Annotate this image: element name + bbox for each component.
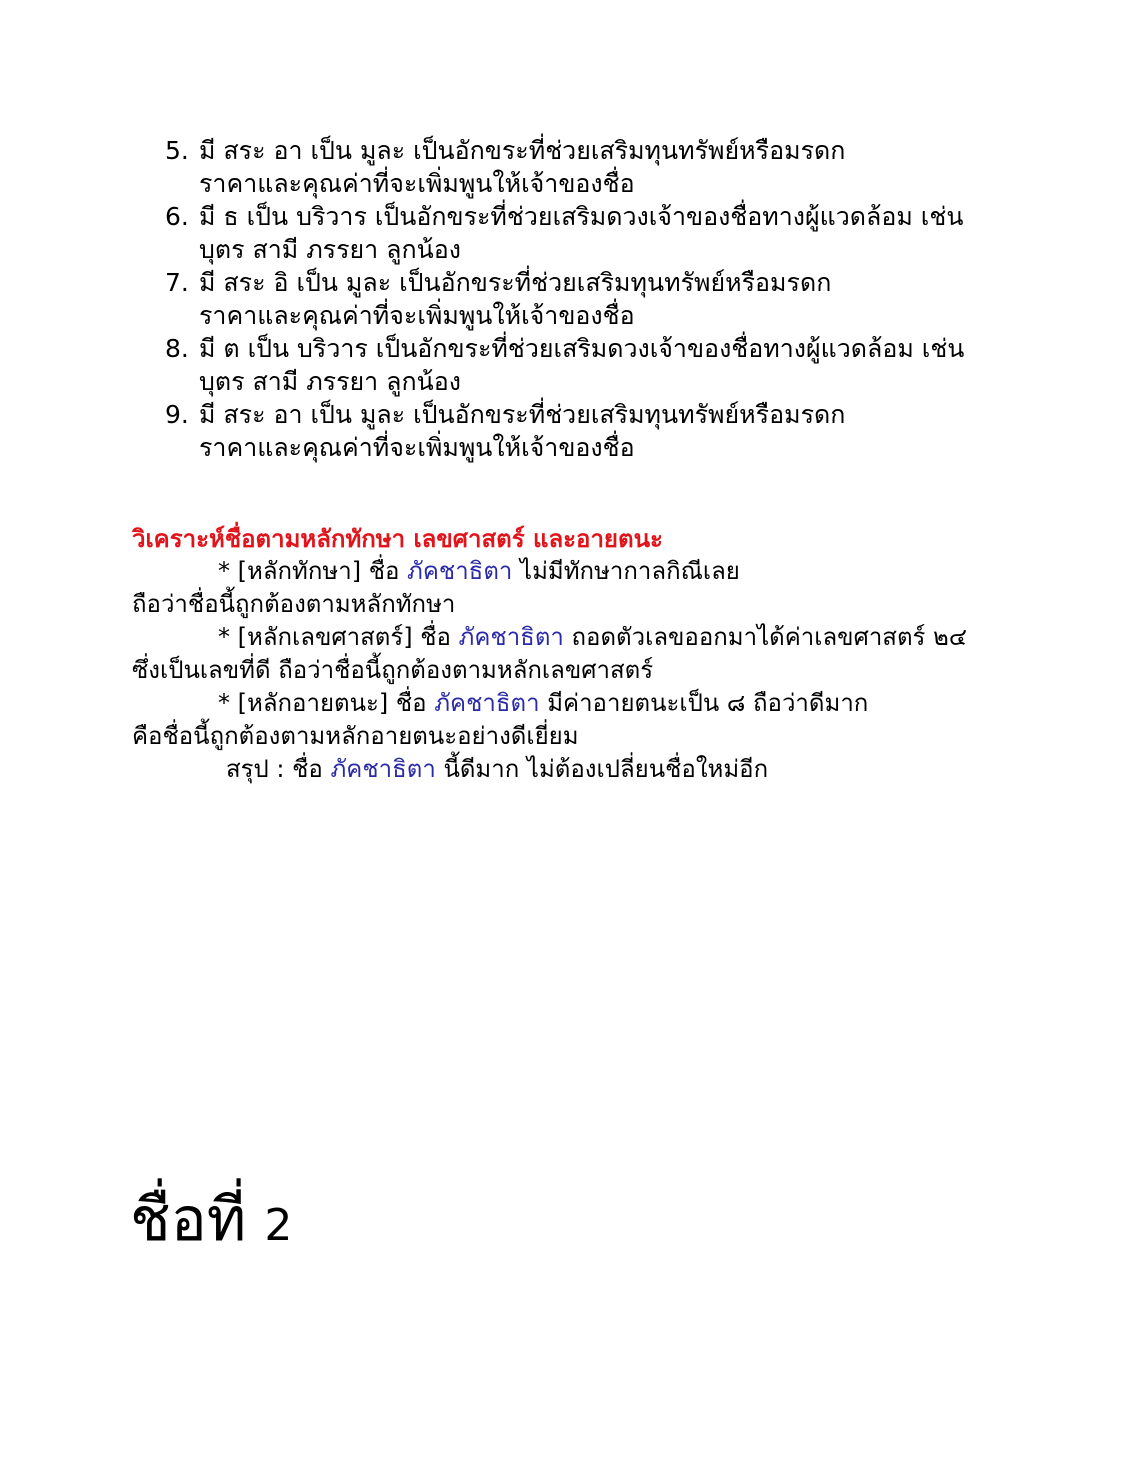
name-analysis-section xyxy=(132,523,1032,786)
list-text-line: บุตร สามี ภรรยา ลูกน้อง xyxy=(199,235,461,264)
list-item xyxy=(165,134,1065,200)
summary-lead: สรุป : ชื่อ xyxy=(226,755,331,783)
list-item xyxy=(165,398,1065,464)
numerology-lead: * [หลักเลขศาสตร์] ชื่อ xyxy=(218,623,459,651)
list-text-line: มี สระ อา เป็น มูละ เป็นอักขระที่ช่วยเสริมทุนทรัพย์หรือมรดก xyxy=(199,136,846,165)
list-number: 6. xyxy=(165,202,189,231)
numerology-result: ถอดตัวเลขออกมาได้ค่าเลขศาสตร์ ๒๔ xyxy=(563,623,968,651)
analysis-heading: วิเคราะห์ชื่อตามหลักทักษา เลขศาสตร์ และอายตนะ xyxy=(132,525,663,553)
list-item xyxy=(165,332,1065,398)
list-text-line: ราคาและคุณค่าที่จะเพิ่มพูนให้เจ้าของชื่อ xyxy=(199,169,635,198)
thaksa-conclusion: ถือว่าชื่อนี้ถูกต้องตามหลักทักษา xyxy=(132,590,456,618)
analyzed-name: ภัคชาธิตา xyxy=(330,755,436,783)
ayatana-paragraph xyxy=(132,687,1032,720)
numbered-list xyxy=(165,134,1065,464)
title-number: 2 xyxy=(264,1200,293,1251)
list-item xyxy=(165,266,1065,332)
ayatana-result: มีค่าอายตนะเป็น ๘ ถือว่าดีมาก xyxy=(539,689,869,717)
list-number: 7. xyxy=(165,268,189,297)
summary-result: นี้ดีมาก ไม่ต้องเปลี่ยนชื่อใหม่อีก xyxy=(435,755,769,783)
list-text-line: บุตร สามี ภรรยา ลูกน้อง xyxy=(199,367,461,396)
analyzed-name: ภัคชาธิตา xyxy=(407,557,513,585)
ayatana-lead: * [หลักอายตนะ] ชื่อ xyxy=(218,689,435,717)
list-text-line: มี สระ อิ เป็น มูละ เป็นอักขระที่ช่วยเสริมทุนทรัพย์หรือมรดก xyxy=(199,268,832,297)
numerology-paragraph xyxy=(132,621,1032,654)
list-text-line: มี ธ เป็น บริวาร เป็นอักขระที่ช่วยเสริมดวงเจ้าของชื่อทางผู้แวดล้อม เช่น xyxy=(199,202,964,231)
list-number: 9. xyxy=(165,400,189,429)
thaksa-paragraph xyxy=(132,555,1032,588)
summary-paragraph xyxy=(132,753,1032,786)
analyzed-name: ภัคชาธิตา xyxy=(434,689,540,717)
list-text-line: มี สระ อา เป็น มูละ เป็นอักขระที่ช่วยเสริมทุนทรัพย์หรือมรดก xyxy=(199,400,846,429)
ayatana-conclusion: คือชื่อนี้ถูกต้องตามหลักอายตนะอย่างดีเยี่ยม xyxy=(132,722,579,750)
list-text-line: มี ต เป็น บริวาร เป็นอักขระที่ช่วยเสริมดวงเจ้าของชื่อทางผู้แวดล้อม เช่น xyxy=(199,334,965,363)
title-word: ชื่อที่ xyxy=(130,1185,247,1255)
list-text-line: ราคาและคุณค่าที่จะเพิ่มพูนให้เจ้าของชื่อ xyxy=(199,301,635,330)
list-number: 8. xyxy=(165,334,189,363)
thaksa-lead: * [หลักทักษา] ชื่อ xyxy=(218,557,408,585)
name-number-title xyxy=(130,1185,293,1255)
numerology-conclusion: ซึ่งเป็นเลขที่ดี ถือว่าชื่อนี้ถูกต้องตามหลักเลขศาสตร์ xyxy=(132,656,654,684)
list-number: 5. xyxy=(165,136,189,165)
thaksa-result: ไม่มีทักษากาลกิณีเลย xyxy=(512,557,740,585)
list-text-line: ราคาและคุณค่าที่จะเพิ่มพูนให้เจ้าของชื่อ xyxy=(199,433,635,462)
analyzed-name: ภัคชาธิตา xyxy=(458,623,564,651)
list-item xyxy=(165,200,1065,266)
